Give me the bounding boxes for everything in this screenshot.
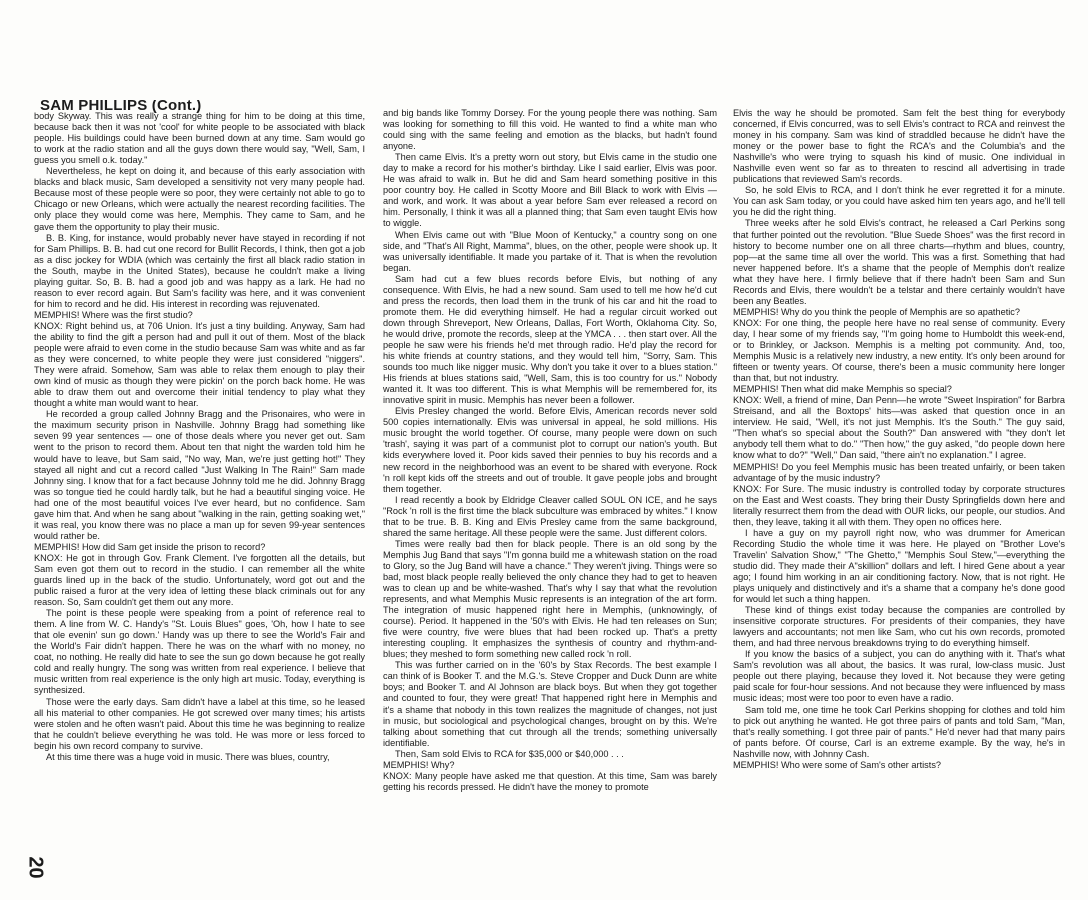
- paragraph: KNOX: Many people have asked me that question. At this time, Sam was barely getting his records pressed. He didn't have the money to promote: [383, 770, 717, 792]
- paragraph: Then came Elvis. It's a pretty worn out story, but Elvis came in the studio one day to make a record for his mother's birthday. Like I said earlier, Elvis was poor. He was afraid to walk in. But he did and Sam heard something positive in this poor country boy. He called in Scotty Moore and Bill Black to work with Elvis — and work, and work. It was about a year before Sam ever released a record on him. Personally, I think it was all a planned thing; that Sam even taught Elvis how to wiggle.: [383, 152, 717, 229]
- column-2: [383, 108, 717, 878]
- paragraph: MEMPHIS! How did Sam get inside the prison to record?: [34, 541, 266, 552]
- paragraph: At this time there was a huge void in music. There was blues, country,: [46, 751, 330, 762]
- paragraph: I read recently a book by Eldridge Cleaver called SOUL ON ICE, and he says "Rock 'n roll is the first time the black subculture was embraced by whites." I know that to be true. B. B. King and Elvis Presley came from the same background, shared the same heritage. All these people were the same. Just different colors.: [383, 494, 717, 538]
- paragraph: He recorded a group called Johnny Bragg and the Prisonaires, who were in the maximum security prison in Nashville. Johnny Bragg had something like seven 99 year sentences — one of those deals where you never get out. Sam went to the prison to record them. About ten that night the warden told him he would have to leave, but Sam said, "No way, Man, we're just getting hot!" They stayed all night and cut a record called "Just Walking In The Rain!" Sam made Johnny sing. I know that for a fact because Johnny told me he did. Johnny Bragg was so tongue tied he could hardly talk, but he had a beautiful singing voice. He had one of the most beautiful voices I've ever heard, but no confidence. Sam gave him that. And when he sang about "walking in the rain, getting soaking wet," it was real, you know there was no place a man up for seven 99-year sentences would rather be.: [34, 409, 365, 541]
- paragraph: Sam had cut a few blues records before Elvis, but nothing of any consequence. With Elvis, he had a new sound. Sam used to tell me how he'd cut and press the records, then load them in the trunk of his car and hit the road to promote them. He did everything himself. He had a regular circuit worked out down through Shreveport, New Orleans, Dallas, Fort Worth, Oklahoma City. So, he would drive, promote the records, sleep at the YMCA . . . then start over. All the people he saw were his friends he'd met through radio. He'd play the record for his white friends at country stations, and they would tell him, "Sorry, Sam. This sounds too much like nigger music. Why don't you take it over to a blues station." His friends at blues stations said, "Well, Sam, this is too country for us." Nobody wanted it. It was too different. This is what Memphis will be remembered for, its innovative spirit in music. Memphis has never been a follower.: [383, 273, 717, 406]
- paragraph: body Skyway. This was really a strange thing for him to be doing at this time, because back then it was not 'cool' for white people to be associated with black people. His buildings could have been burned down at any time. Sam would go to work at the radio station and all the guys down there would say, "Well, Sam, I guess you smell o.k. today.": [34, 111, 365, 166]
- article-headline: SAM PHILLIPS (Cont.): [40, 100, 202, 114]
- paragraph: This was further carried on in the '60's by Stax Records. The best example I can think of is Booker T. and the M.G.'s. Steve Cropper and Duck Dunn are white boys; and Booker T. and Al Johnson are black boys. But when they got together and counted to four, they were great! That happened right here in Memphis and it's a shame that nobody in this town realizes the magnitude of changes, not just in music, but sociological and psychological changes, brought on by this. We're talking about something that cut through all the trends; something universally identifiable.: [383, 660, 717, 748]
- page-number: 20: [24, 856, 47, 879]
- paragraph: MEMPHIS! Do you feel Memphis music has been treated unfairly, or been taken advantage of by the music industry?: [733, 461, 1065, 483]
- paragraph: Nevertheless, he kept on doing it, and because of this early association with blacks and black music, Sam developed a sensitivity not very many people had. Because most of these people were so poor, they were certainly not able to go to Chicago or new Orleans, which were actually the nearest recording facilities. The only place they would come was here, Memphis. They came to Sam, and he gave them the opportunity to play their music.: [34, 166, 365, 232]
- paragraph: So, he sold Elvis to RCA, and I don't think he ever regretted it for a minute. You can ask Sam today, or you could have asked him ten years ago, and he'll tell you he did the right thing.: [733, 185, 1065, 218]
- column-3: [733, 108, 1065, 878]
- paragraph: Elvis the way he should be promoted. Sam felt the best thing for everybody concerned, if Elvis concurred, was to sell Elvis's contract to RCA and reinvest the money in his company. Sam was kind of straddled because he didn't have the money or the power base to fight the RCA's and the Columbia's and the Nashville's who were trying to squash his kind of music. One individual in Nashville even went so far as to threaten to rescind all advertising in trade publications that reviewed Sam's records.: [733, 108, 1065, 185]
- paragraph: B. B. King, for instance, would probably never have stayed in recording if not for Sam Phillips. B. B. had cut one record for Bullit Records, I think, then got a job as a disc jockey for WDIA (which was certainly the first all black radio station in the South, maybe in the United States), because he couldn't make a living playing guitar. So, B. B. had a good job and was happy as a lark. He had no reason to ever record again. But Sam's facility was here, and it was convenient for him to record and he did. His interest in recording was rejuvenated.: [34, 232, 365, 309]
- paragraph: When Elvis came out with "Blue Moon of Kentucky," a country song on one side, and "That's All Right, Mamma", blues, on the other, people were shook up. It was universally identifiable. It made you partake of it. That is when the revolution began.: [383, 229, 717, 273]
- paragraph: KNOX: Right behind us, at 706 Union. It's just a tiny building. Anyway, Sam had the ability to find the gift a person had and pull it out of them. Most of the black people were afraid to even come in the studio because Sam was white and as far as they were concerned, to white people they were just considered "niggers". They were afraid. Somehow, Sam was able to relax them enough to play their own kind of music as though they were pickin' on the porch back home. He was able to draw them out and overcome their initial tendency to play what they thought a white man would want to hear.: [34, 320, 365, 409]
- paragraph: I have a guy on my payroll right now, who was drummer for American Recording Studio the whole time it was here. He played on "Brother Love's Travelin' Salvation Show," "The Ghetto," "Memphis Soul Stew,"—everything the studio did. They made their A"skillion" dollars and left. I hired Gene about a year ago; I found him working in an air conditioning factory. Now, that is not right. He plays uniquely and distinctively and it's a shame that a company he's done good for would let such a thing happen.: [733, 527, 1065, 605]
- paragraph: KNOX: For one thing, the people here have no real sense of community. Every day, I hear some of my friends say, "I'm going home to Humboldt this week-end, or to Brinkley, or Jackson. Memphis is a melting pot community. And, too, Memphis Music is a relatively new industry, a new entity. It's only been around for fifteen or twenty years. Of course, there's been a music community here longer than that, but not industry.: [733, 317, 1065, 384]
- paragraph: Elvis Presley changed the world. Before Elvis, American records never sold 500 copies internationally. Elvis was universal in appeal, he sold millions. His music brought the world together. Of course, many people were down on such 'trash', saying it was part of a communist plot to corrupt our nation's youth. But kids everywhere loved it. Poor kids saved their pennies to buy his records and a new record in the neighborhood was an event to be shared with everyone. Rock 'n roll kept kids off the streets and out of trouble. It gave people jobs and brought them together.: [383, 406, 717, 494]
- column-1: [34, 100, 365, 870]
- paragraph: MEMPHIS! Where was the first studio?: [34, 309, 193, 320]
- paragraph: MEMPHIS! Who were some of Sam's other artists?: [733, 759, 942, 770]
- paragraph: MEMPHIS! Then what did make Memphis so special?: [733, 384, 952, 395]
- paragraph: KNOX: Well, a friend of mine, Dan Penn—he wrote "Sweet Inspiration" for Barbra Streisand, and all the Boxtops' hits—was asked that question once in an interview. He said, "Well, it's not just Memphis. It's the South." The guy said, "Then what's so special about the South?" Dan answered with "they don't let anybody tell them what to do." "Then how," the guy asked, "do people down here know what to do?" "Well," Dan said, "there ain't no explanation." I agree.: [733, 395, 1065, 461]
- paragraph: Those were the early days. Sam didn't have a label at this time, so he leased all his material to other companies. He got screwed over many times; his artists were stolen and he often wasn't paid. About this time he was beginning to realize that he couldn't believe everything he was told. He was more or less forced to begin his own record company to survive.: [34, 696, 365, 751]
- paragraph: KNOX: He got in through Gov. Frank Clement. I've forgotten all the details, but Sam even got them out to record in the studio. I can remember all the white guards lined up in the back of the studio. Unfortunately, word got out and the public raised a furor at the very idea of letting these black criminals out for any reason. So, Sam couldn't get them out any more.: [34, 552, 365, 608]
- paragraph: The point is these people were speaking from a point of reference real to them. A line from W. C. Handy's "St. Louis Blues" goes, 'Oh, how I hate to see that ole evenin' sun go down.' Handy was up there to see the World's Fair and the World's Fair didn't happen. There he was on the wharf with no money, no coat, no nothing. He really did hate to see the sun go down because he got really cold and really hungry. The song was written from real experience. I believe that music written from real experience is the only high art music. Today, everything is synthesized.: [34, 608, 365, 696]
- paragraph: MEMPHIS! Why?: [383, 759, 455, 770]
- paragraph: KNOX: For Sure. The music industry is controlled today by corporate structures on the East and West coasts. They bring their Dusty Springfields down here and literally resurrect them from the dead with OUR licks, our people, our studios. And then, they leave, taking it all with them. They open no offices here.: [733, 483, 1065, 527]
- column-3-body: [733, 108, 1065, 771]
- paragraph: Sam told me, one time he took Carl Perkins shopping for clothes and told him to pick out anything he wanted. He got three pairs of pants and told Sam, "Man, that's really something. I got three pair of pants." He'd never had that many pairs of pants before. Of course, Carl is an extreme example. By the way, he's in Nashville now, with Johnny Cash.: [733, 704, 1065, 759]
- paragraph: MEMPHIS! Why do you think the people of Memphis are so apathetic?: [733, 306, 1020, 317]
- paragraph: If you know the basics of a subject, you can do anything with it. That's what Sam's revolution was all about, the basics. It was rural, low-class music. Just people out there playing, because they loved it. Not because they were geting paid scale for four-hour sessions. And not because they were influenced by mass music ideas; most were too poor to even have a radio.: [733, 649, 1065, 704]
- column-2-body: [383, 108, 717, 793]
- column-1-body: [34, 111, 365, 763]
- paragraph: Then, Sam sold Elvis to RCA for $35,000 or $40,000 . . .: [395, 748, 624, 759]
- paragraph: These kind of things exist today because the companies are controlled by insensitive corporate structures. For presidents of their companies, they have lawyers and accountants; not men like Sam, who cut his own records, promoted them, and had three nervous breakdowns trying to do everything himself.: [733, 605, 1065, 649]
- paragraph: Three weeks after he sold Elvis's contract, he released a Carl Perkins song that further pointed out the revolution. "Blue Suede Shoes" was the first record in history to become number one on all three charts—rhythm and blues, country, pop—at the same time all over the world. This was a first. Something that had never happened before. It's a shame that the people of Memphis don't realize what they have here. I firmly believe that if there hadn't been Sam and Sun Records and Elvis, there wouldn't be a telstar and there certainly wouldn't have been any Beatles.: [733, 218, 1065, 306]
- paragraph: Times were really bad then for black people. There is an old song by the Memphis Jug Band that says "I'm gonna build me a whitewash station on the road to Glory, so the Jug Band will have a chance." They weren't jiving. Things were so bad, most black people really believed the only chance they had to get to heaven was to clean up and be white-washed. That's why I say that what the revolution represents, and what Memphis Music represents is an integration of the art form. The integration of music happened right here in Memphis, (unknowingly, of course). Period. It happened in the '50's with Elvis. He had ten releases on Sun; five were country, five were blues that had been rocked up. That's a pretty interesting coupling. It emphasizes the synthesis of country and rhythm-and-blues; they meshed to form something new called rock 'n roll.: [383, 538, 717, 660]
- paragraph: and big bands like Tommy Dorsey. For the young people there was nothing. Sam was looking for something to fill this void. He wanted to find a white man who could sing with the same feeling and emotion as the blacks, but hadn't found anyone.: [383, 108, 717, 152]
